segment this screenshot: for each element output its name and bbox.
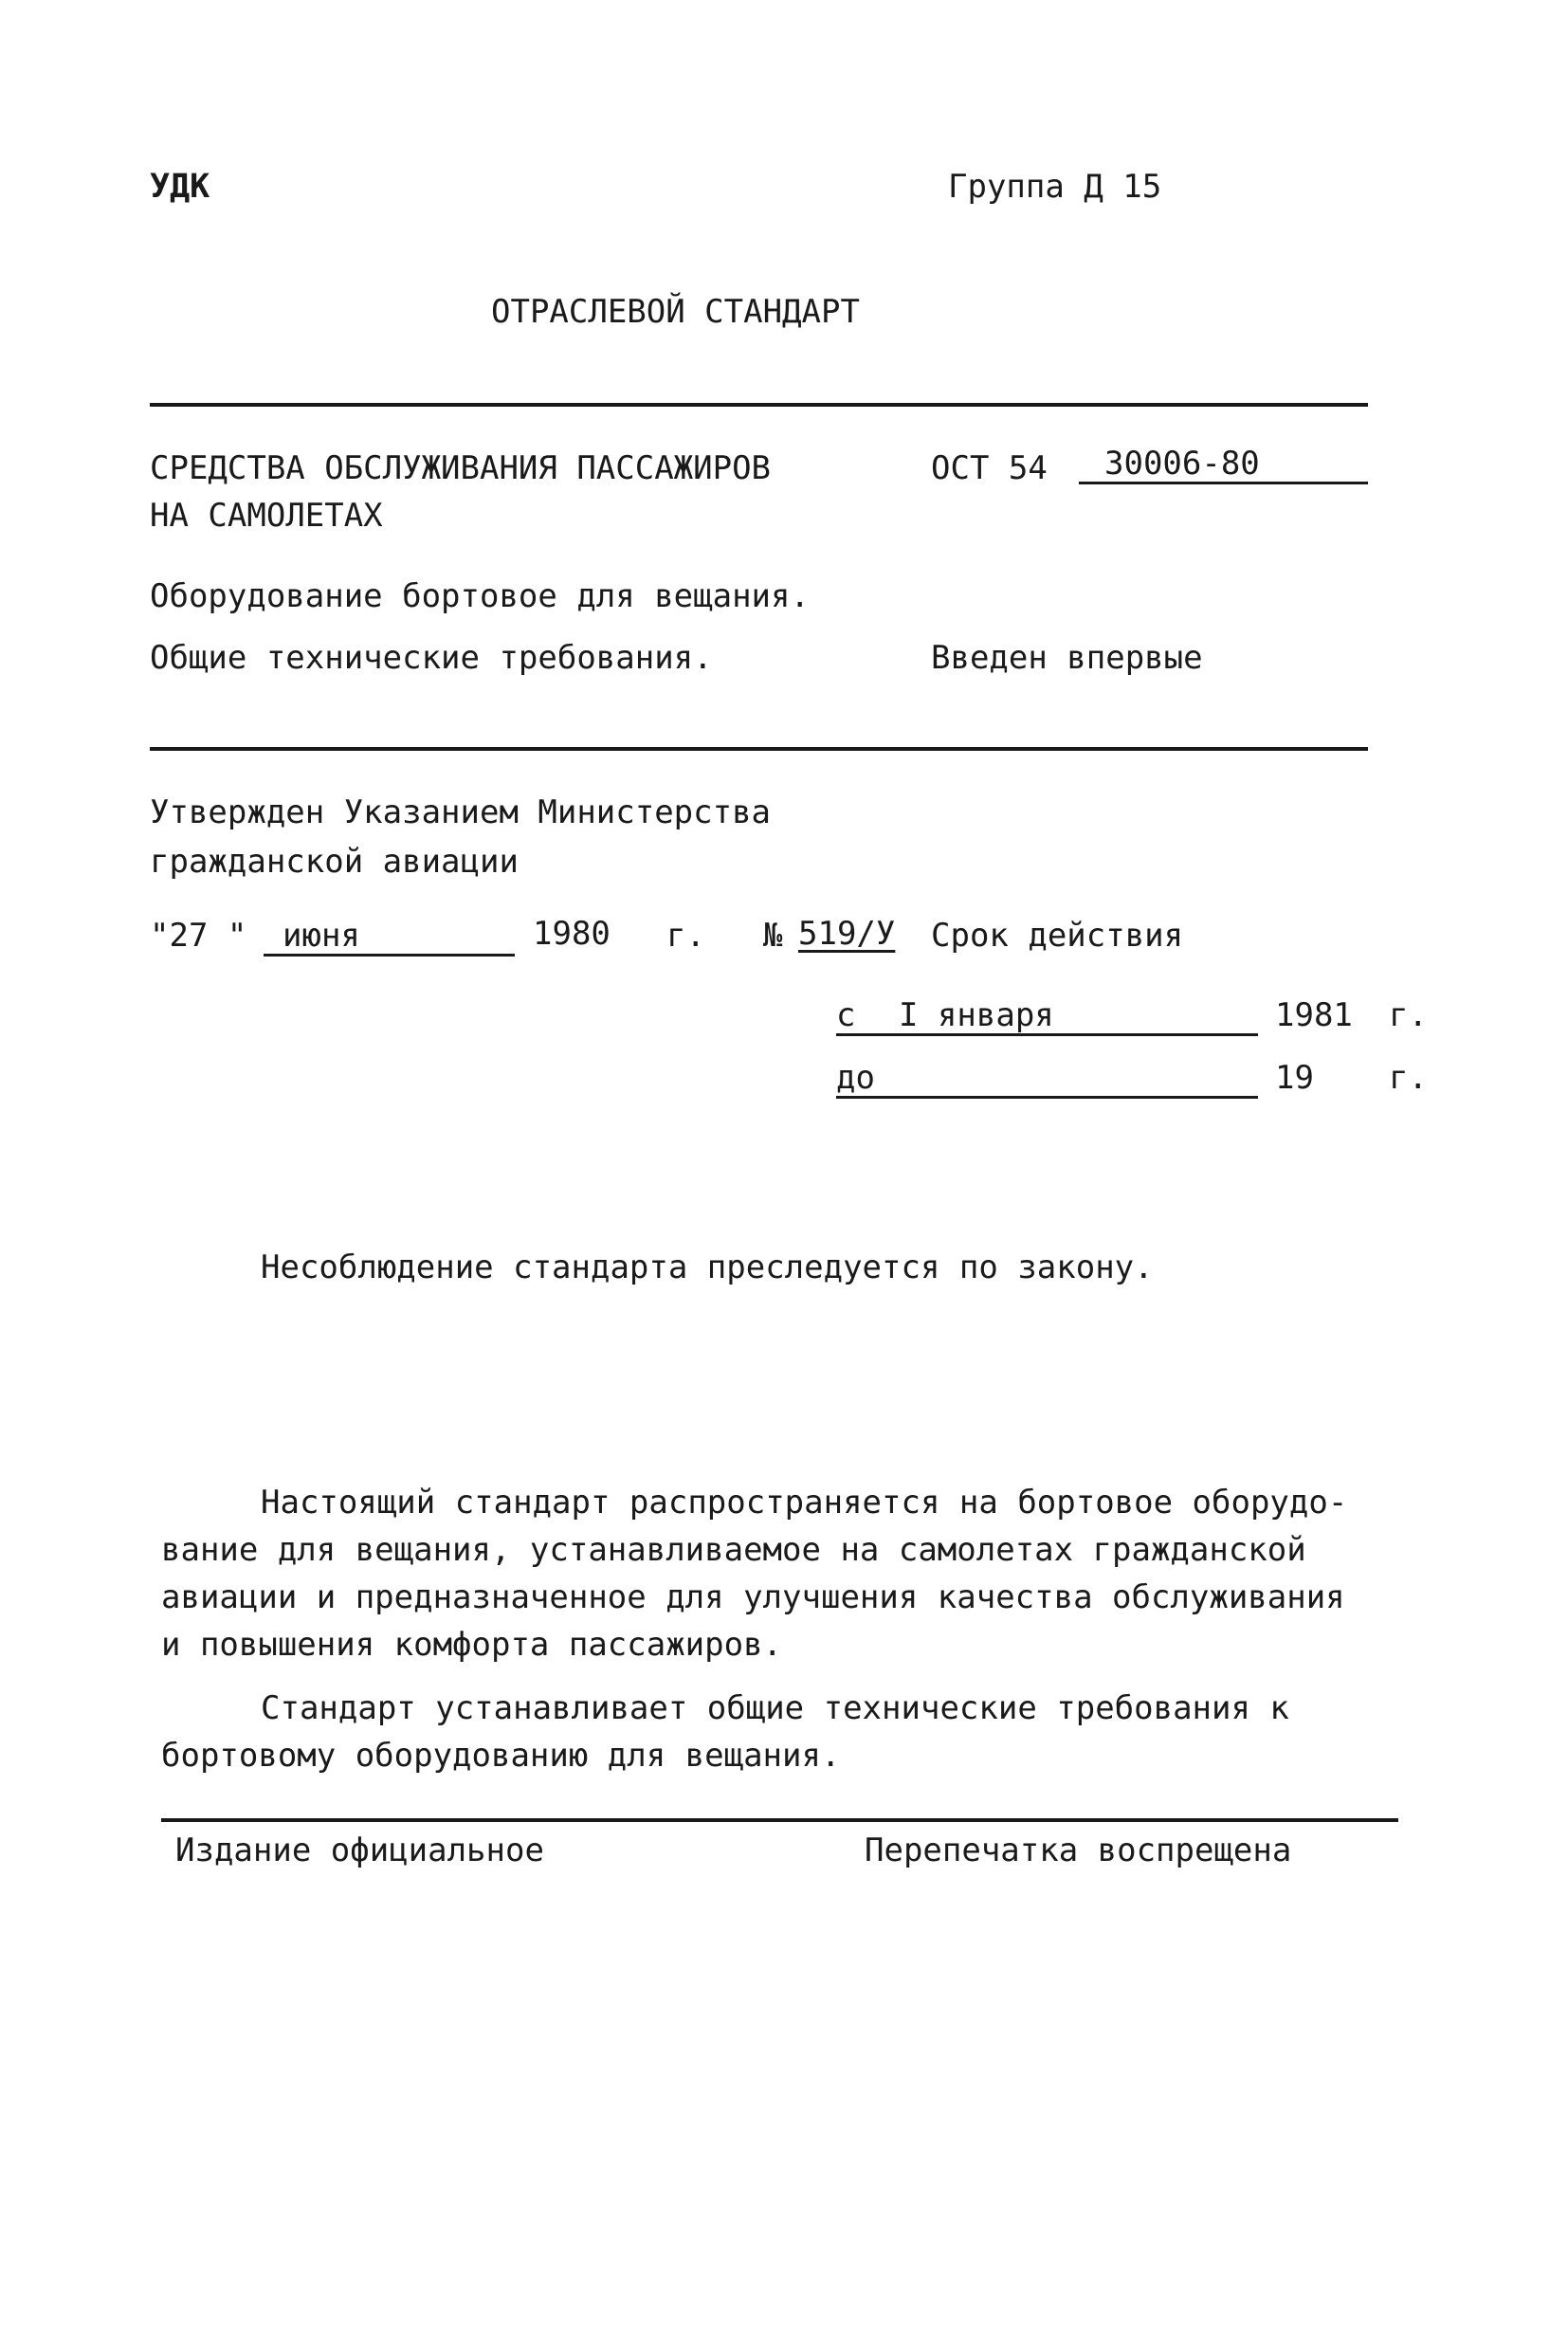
approval-line-2: гражданской авиации [150, 843, 519, 881]
legal-notice: Несоблюдение стандарта преследуется по закону. [261, 1248, 1154, 1286]
ost-number: 30006-80 [1104, 445, 1260, 483]
divider-middle [150, 747, 1368, 751]
requirements-line: Общие технические требования. [150, 639, 713, 677]
valid-from-underline [836, 1033, 1258, 1036]
approval-month: июня [283, 917, 360, 955]
group-label: Группа Д 15 [948, 168, 1162, 206]
valid-from-suffix: г. [1389, 996, 1428, 1034]
valid-to-suffix: г. [1389, 1059, 1428, 1097]
para2-line-2: бортовому оборудованию для вещания. [161, 1737, 841, 1775]
approval-year: 1980 [533, 915, 611, 953]
subject-line-2: НА САМОЛЕТАХ [150, 497, 383, 535]
approval-line-1: Утвержден Указанием Министерства [150, 793, 772, 831]
valid-from-year: 1981 [1275, 996, 1353, 1034]
divider-top [150, 403, 1368, 407]
valid-from-date: I января [899, 996, 1054, 1034]
valid-to-prefix: до [836, 1059, 875, 1097]
para1-line-3: авиации и предназначенное для улучшения качества обслуживания [161, 1578, 1345, 1616]
valid-to-underline [836, 1096, 1258, 1099]
status-line: Введен впервые [931, 639, 1203, 677]
edition-note: Издание официальное [175, 1832, 544, 1869]
approval-day: "27 " [150, 917, 247, 955]
divider-footer [161, 1818, 1398, 1822]
valid-from-prefix: с [836, 996, 856, 1034]
order-number: 519/У [798, 915, 896, 953]
approval-year-suffix: г. [666, 917, 705, 955]
order-prefix: № [763, 917, 783, 955]
document-title: ОТРАСЛЕВОЙ СТАНДАРТ [491, 293, 860, 331]
validity-label: Срок действия [931, 917, 1184, 955]
approval-month-underline [264, 954, 515, 957]
ost-number-underline [1079, 482, 1368, 484]
valid-to-year: 19 [1275, 1059, 1314, 1097]
para1-line-1: Настоящий стандарт распространяется на бортовое оборудо- [261, 1484, 1348, 1522]
reprint-note: Перепечатка воспрещена [865, 1832, 1292, 1869]
ost-prefix: ОСТ 54 [931, 449, 1048, 487]
para1-line-2: вание для вещания, устанавливаемое на самолетах гражданской [161, 1531, 1306, 1569]
subject-line-1: СРЕДСТВА ОБСЛУЖИВАНИЯ ПАССАЖИРОВ [150, 449, 772, 487]
equipment-line: Оборудование бортовое для вещания. [150, 577, 810, 615]
para2-line-1: Стандарт устанавливает общие технические требования к [261, 1689, 1289, 1727]
para1-line-4: и повышения комфорта пассажиров. [161, 1626, 783, 1664]
udk-label: УДК [150, 168, 210, 206]
